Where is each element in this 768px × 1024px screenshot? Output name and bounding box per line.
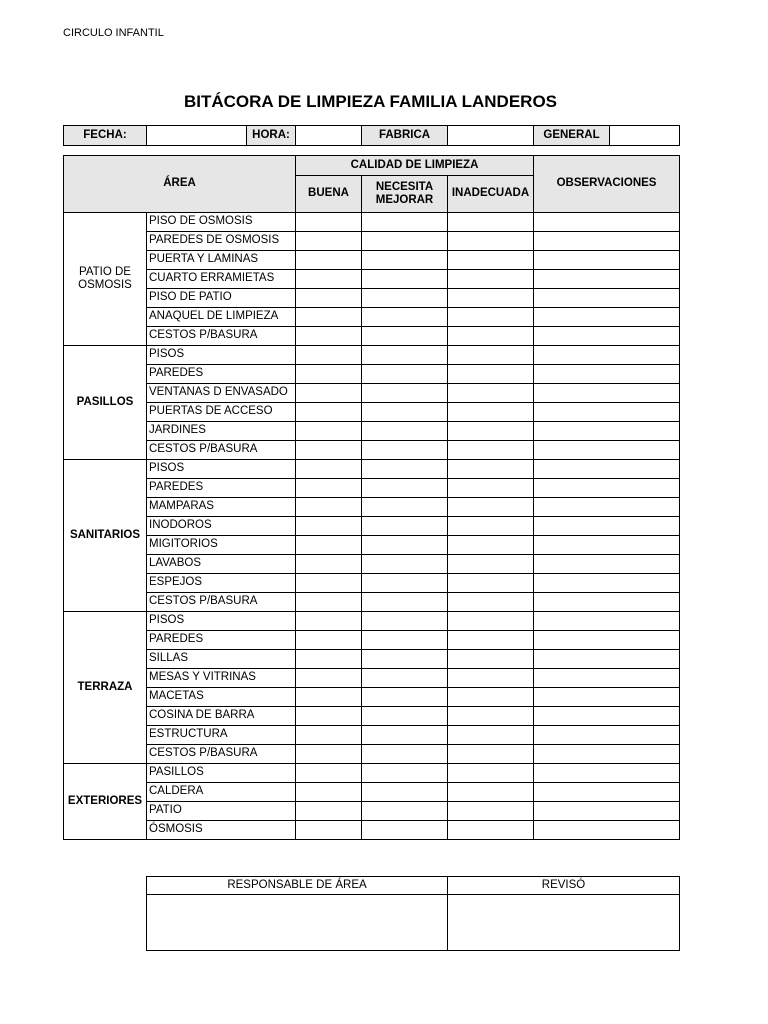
necesita-mejorar-cell[interactable] (362, 669, 448, 688)
table-row (64, 213, 680, 232)
inadecuada-cell[interactable] (448, 707, 534, 726)
area-item-label: ESTRUCTURA (147, 726, 296, 745)
observaciones-cell[interactable] (534, 802, 680, 821)
area-item-label: CALDERA (147, 783, 296, 802)
table-row (64, 726, 680, 745)
table-row (64, 479, 680, 498)
observaciones-cell[interactable] (534, 327, 680, 346)
area-section-label: TERRAZA (64, 612, 147, 764)
necesita-mejorar-cell[interactable] (362, 289, 448, 308)
area-item-label: PASILLOS (147, 764, 296, 783)
observaciones-cell[interactable] (534, 403, 680, 422)
area-item-label: MACETAS (147, 688, 296, 707)
area-item-label: VENTANAS D ENVASADO (147, 384, 296, 403)
necesita-mejorar-cell[interactable] (362, 327, 448, 346)
fabrica-field[interactable] (448, 126, 534, 146)
buena-cell[interactable] (296, 460, 362, 479)
area-item-label: LAVABOS (147, 555, 296, 574)
area-item-label: PISOS (147, 612, 296, 631)
necesita-mejorar-cell[interactable] (362, 536, 448, 555)
buena-cell[interactable] (296, 783, 362, 802)
necesita-mejorar-header: NECESITA MEJORAR (362, 176, 448, 213)
observaciones-cell[interactable] (534, 593, 680, 612)
area-item-label: PISOS (147, 460, 296, 479)
necesita-mejorar-cell[interactable] (362, 517, 448, 536)
inadecuada-cell[interactable] (448, 289, 534, 308)
inadecuada-cell[interactable] (448, 726, 534, 745)
table-row (64, 802, 680, 821)
table-row (64, 536, 680, 555)
necesita-mejorar-cell[interactable] (362, 213, 448, 232)
observaciones-cell[interactable] (534, 498, 680, 517)
buena-cell[interactable] (296, 650, 362, 669)
area-item-label: INODOROS (147, 517, 296, 536)
inadecuada-cell[interactable] (448, 688, 534, 707)
table-row (64, 593, 680, 612)
necesita-mejorar-cell[interactable] (362, 612, 448, 631)
area-item-label: PAREDES (147, 631, 296, 650)
table-row (64, 498, 680, 517)
buena-cell[interactable] (296, 270, 362, 289)
table-row (64, 707, 680, 726)
inadecuada-cell[interactable] (448, 270, 534, 289)
area-item-label: JARDINES (147, 422, 296, 441)
observaciones-cell[interactable] (534, 783, 680, 802)
buena-cell[interactable] (296, 631, 362, 650)
signature-table (146, 876, 680, 951)
observaciones-cell[interactable] (534, 213, 680, 232)
area-item-label: SILLAS (147, 650, 296, 669)
necesita-mejorar-cell[interactable] (362, 270, 448, 289)
inadecuada-cell[interactable] (448, 612, 534, 631)
observaciones-cell[interactable] (534, 821, 680, 840)
table-row (64, 650, 680, 669)
hora-label: HORA: (247, 126, 296, 146)
observaciones-cell[interactable] (534, 289, 680, 308)
necesita-mejorar-cell[interactable] (362, 688, 448, 707)
observaciones-cell[interactable] (534, 270, 680, 289)
necesita-mejorar-cell[interactable] (362, 650, 448, 669)
necesita-mejorar-cell[interactable] (362, 460, 448, 479)
observaciones-cell[interactable] (534, 726, 680, 745)
page-title: BITÁCORA DE LIMPIEZA FAMILIA LANDEROS (183, 92, 558, 111)
necesita-mejorar-cell[interactable] (362, 574, 448, 593)
table-row (64, 327, 680, 346)
general-label: GENERAL (534, 126, 610, 146)
table-row (64, 232, 680, 251)
inadecuada-cell[interactable] (448, 517, 534, 536)
necesita-mejorar-cell[interactable] (362, 593, 448, 612)
area-item-label: MAMPARAS (147, 498, 296, 517)
table-row (64, 821, 680, 840)
observaciones-cell[interactable] (534, 745, 680, 764)
area-item-label: PAREDES DE OSMOSIS (147, 232, 296, 251)
fecha-label: FECHA: (64, 126, 147, 146)
area-item-label: CUARTO ERRAMIETAS (147, 270, 296, 289)
necesita-mejorar-cell[interactable] (362, 308, 448, 327)
buena-cell[interactable] (296, 555, 362, 574)
area-item-label: PUERTAS DE ACCESO (147, 403, 296, 422)
inadecuada-cell[interactable] (448, 213, 534, 232)
area-section-label: SANITARIOS (64, 460, 147, 612)
inadecuada-cell[interactable] (448, 403, 534, 422)
fecha-field[interactable] (147, 126, 247, 146)
observaciones-cell[interactable] (534, 669, 680, 688)
area-item-label: MESAS Y VITRINAS (147, 669, 296, 688)
table-row (64, 555, 680, 574)
buena-cell[interactable] (296, 403, 362, 422)
buena-cell[interactable] (296, 574, 362, 593)
observaciones-cell[interactable] (534, 517, 680, 536)
table-row (64, 346, 680, 365)
buena-cell[interactable] (296, 726, 362, 745)
area-item-label: PAREDES (147, 365, 296, 384)
inadecuada-cell[interactable] (448, 669, 534, 688)
inadecuada-cell[interactable] (448, 327, 534, 346)
necesita-mejorar-cell[interactable] (362, 631, 448, 650)
reviso-label: REVISÓ (448, 877, 680, 895)
buena-cell[interactable] (296, 669, 362, 688)
inadecuada-cell[interactable] (448, 498, 534, 517)
necesita-mejorar-cell[interactable] (362, 441, 448, 460)
inadecuada-cell[interactable] (448, 365, 534, 384)
inadecuada-cell[interactable] (448, 232, 534, 251)
table-row (64, 612, 680, 631)
observaciones-cell[interactable] (534, 764, 680, 783)
inadecuada-cell[interactable] (448, 764, 534, 783)
buena-cell[interactable] (296, 802, 362, 821)
necesita-mejorar-cell[interactable] (362, 555, 448, 574)
area-item-label: ESPEJOS (147, 574, 296, 593)
necesita-mejorar-cell[interactable] (362, 764, 448, 783)
buena-cell[interactable] (296, 707, 362, 726)
cleaning-log-table (63, 155, 680, 840)
table-row (64, 270, 680, 289)
inadecuada-cell[interactable] (448, 384, 534, 403)
observaciones-cell[interactable] (534, 384, 680, 403)
table-row (64, 441, 680, 460)
buena-cell[interactable] (296, 213, 362, 232)
buena-cell[interactable] (296, 422, 362, 441)
necesita-mejorar-cell[interactable] (362, 802, 448, 821)
info-row-table (63, 125, 680, 146)
table-row (64, 384, 680, 403)
buena-cell[interactable] (296, 593, 362, 612)
inadecuada-header: INADECUADA (448, 176, 534, 213)
observaciones-cell[interactable] (534, 574, 680, 593)
area-header: ÁREA (64, 156, 296, 213)
table-row (64, 289, 680, 308)
table-row (64, 460, 680, 479)
buena-cell[interactable] (296, 365, 362, 384)
buena-cell[interactable] (296, 745, 362, 764)
inadecuada-cell[interactable] (448, 574, 534, 593)
area-item-label: PAREDES (147, 479, 296, 498)
necesita-mejorar-cell[interactable] (362, 346, 448, 365)
inadecuada-cell[interactable] (448, 555, 534, 574)
observaciones-cell[interactable] (534, 460, 680, 479)
inadecuada-cell[interactable] (448, 308, 534, 327)
table-body (64, 213, 680, 840)
quality-header: CALIDAD DE LIMPIEZA (296, 156, 534, 176)
observaciones-cell[interactable] (534, 441, 680, 460)
necesita-mejorar-cell[interactable] (362, 726, 448, 745)
necesita-mejorar-cell[interactable] (362, 498, 448, 517)
responsable-label: RESPONSABLE DE ÁREA (147, 877, 448, 895)
buena-cell[interactable] (296, 251, 362, 270)
buena-header: BUENA (296, 176, 362, 213)
area-item-label: PISO DE OSMOSIS (147, 213, 296, 232)
inadecuada-cell[interactable] (448, 251, 534, 270)
buena-cell[interactable] (296, 479, 362, 498)
table-row (64, 783, 680, 802)
observaciones-cell[interactable] (534, 631, 680, 650)
inadecuada-cell[interactable] (448, 441, 534, 460)
necesita-mejorar-cell[interactable] (362, 365, 448, 384)
observaciones-cell[interactable] (534, 707, 680, 726)
observaciones-cell[interactable] (534, 422, 680, 441)
area-item-label: PISOS (147, 346, 296, 365)
observaciones-cell[interactable] (534, 365, 680, 384)
table-row (64, 517, 680, 536)
buena-cell[interactable] (296, 327, 362, 346)
table-row (64, 688, 680, 707)
observaciones-cell[interactable] (534, 308, 680, 327)
observaciones-cell[interactable] (534, 479, 680, 498)
observaciones-cell[interactable] (534, 536, 680, 555)
responsable-signature-box[interactable] (147, 895, 448, 951)
table-row (64, 574, 680, 593)
area-item-label: CESTOS P/BASURA (147, 745, 296, 764)
observaciones-cell[interactable] (534, 346, 680, 365)
buena-cell[interactable] (296, 764, 362, 783)
area-item-label: PUERTA Y LAMINAS (147, 251, 296, 270)
necesita-mejorar-cell[interactable] (362, 251, 448, 270)
area-item-label: CESTOS P/BASURA (147, 327, 296, 346)
buena-cell[interactable] (296, 536, 362, 555)
buena-cell[interactable] (296, 612, 362, 631)
buena-cell[interactable] (296, 384, 362, 403)
organization-name: CIRCULO INFANTIL (63, 27, 164, 39)
necesita-mejorar-cell[interactable] (362, 783, 448, 802)
inadecuada-cell[interactable] (448, 745, 534, 764)
table-row (64, 251, 680, 270)
inadecuada-cell[interactable] (448, 802, 534, 821)
general-field[interactable] (610, 126, 680, 146)
inadecuada-cell[interactable] (448, 346, 534, 365)
necesita-mejorar-cell[interactable] (362, 232, 448, 251)
necesita-mejorar-cell[interactable] (362, 403, 448, 422)
fabrica-label: FABRICA (362, 126, 448, 146)
buena-cell[interactable] (296, 498, 362, 517)
inadecuada-cell[interactable] (448, 479, 534, 498)
area-item-label: ANAQUEL DE LIMPIEZA (147, 308, 296, 327)
necesita-mejorar-cell[interactable] (362, 384, 448, 403)
observaciones-cell[interactable] (534, 555, 680, 574)
necesita-mejorar-cell[interactable] (362, 479, 448, 498)
buena-cell[interactable] (296, 308, 362, 327)
inadecuada-cell[interactable] (448, 631, 534, 650)
observaciones-cell[interactable] (534, 650, 680, 669)
observaciones-cell[interactable] (534, 251, 680, 270)
necesita-mejorar-cell[interactable] (362, 422, 448, 441)
area-section-label: PASILLOS (64, 346, 147, 460)
inadecuada-cell[interactable] (448, 536, 534, 555)
observaciones-cell[interactable] (534, 232, 680, 251)
inadecuada-cell[interactable] (448, 593, 534, 612)
area-item-label: COSINA DE BARRA (147, 707, 296, 726)
area-item-label: CESTOS P/BASURA (147, 593, 296, 612)
table-row (64, 365, 680, 384)
buena-cell[interactable] (296, 346, 362, 365)
area-section-label: EXTERIORES (64, 764, 147, 840)
inadecuada-cell[interactable] (448, 650, 534, 669)
table-row (64, 403, 680, 422)
table-row (64, 422, 680, 441)
area-item-label: PISO DE PATIO (147, 289, 296, 308)
table-row (64, 745, 680, 764)
inadecuada-cell[interactable] (448, 821, 534, 840)
area-item-label: CESTOS P/BASURA (147, 441, 296, 460)
inadecuada-cell[interactable] (448, 422, 534, 441)
necesita-mejorar-cell[interactable] (362, 821, 448, 840)
observaciones-header: OBSERVACIONES (534, 156, 680, 213)
observaciones-cell[interactable] (534, 612, 680, 631)
buena-cell[interactable] (296, 688, 362, 707)
observaciones-cell[interactable] (534, 688, 680, 707)
inadecuada-cell[interactable] (448, 460, 534, 479)
table-row (64, 669, 680, 688)
reviso-signature-box[interactable] (448, 895, 680, 951)
table-row (64, 631, 680, 650)
buena-cell[interactable] (296, 517, 362, 536)
table-row (64, 308, 680, 327)
area-section-label: PATIO DE OSMOSIS (64, 213, 147, 346)
buena-cell[interactable] (296, 289, 362, 308)
table-row (64, 764, 680, 783)
area-item-label: PATIO (147, 802, 296, 821)
area-item-label: ÓSMOSIS (147, 821, 296, 840)
buena-cell[interactable] (296, 232, 362, 251)
buena-cell[interactable] (296, 821, 362, 840)
area-item-label: MIGITORIOS (147, 536, 296, 555)
inadecuada-cell[interactable] (448, 783, 534, 802)
necesita-mejorar-cell[interactable] (362, 707, 448, 726)
hora-field[interactable] (296, 126, 362, 146)
necesita-mejorar-cell[interactable] (362, 745, 448, 764)
buena-cell[interactable] (296, 441, 362, 460)
